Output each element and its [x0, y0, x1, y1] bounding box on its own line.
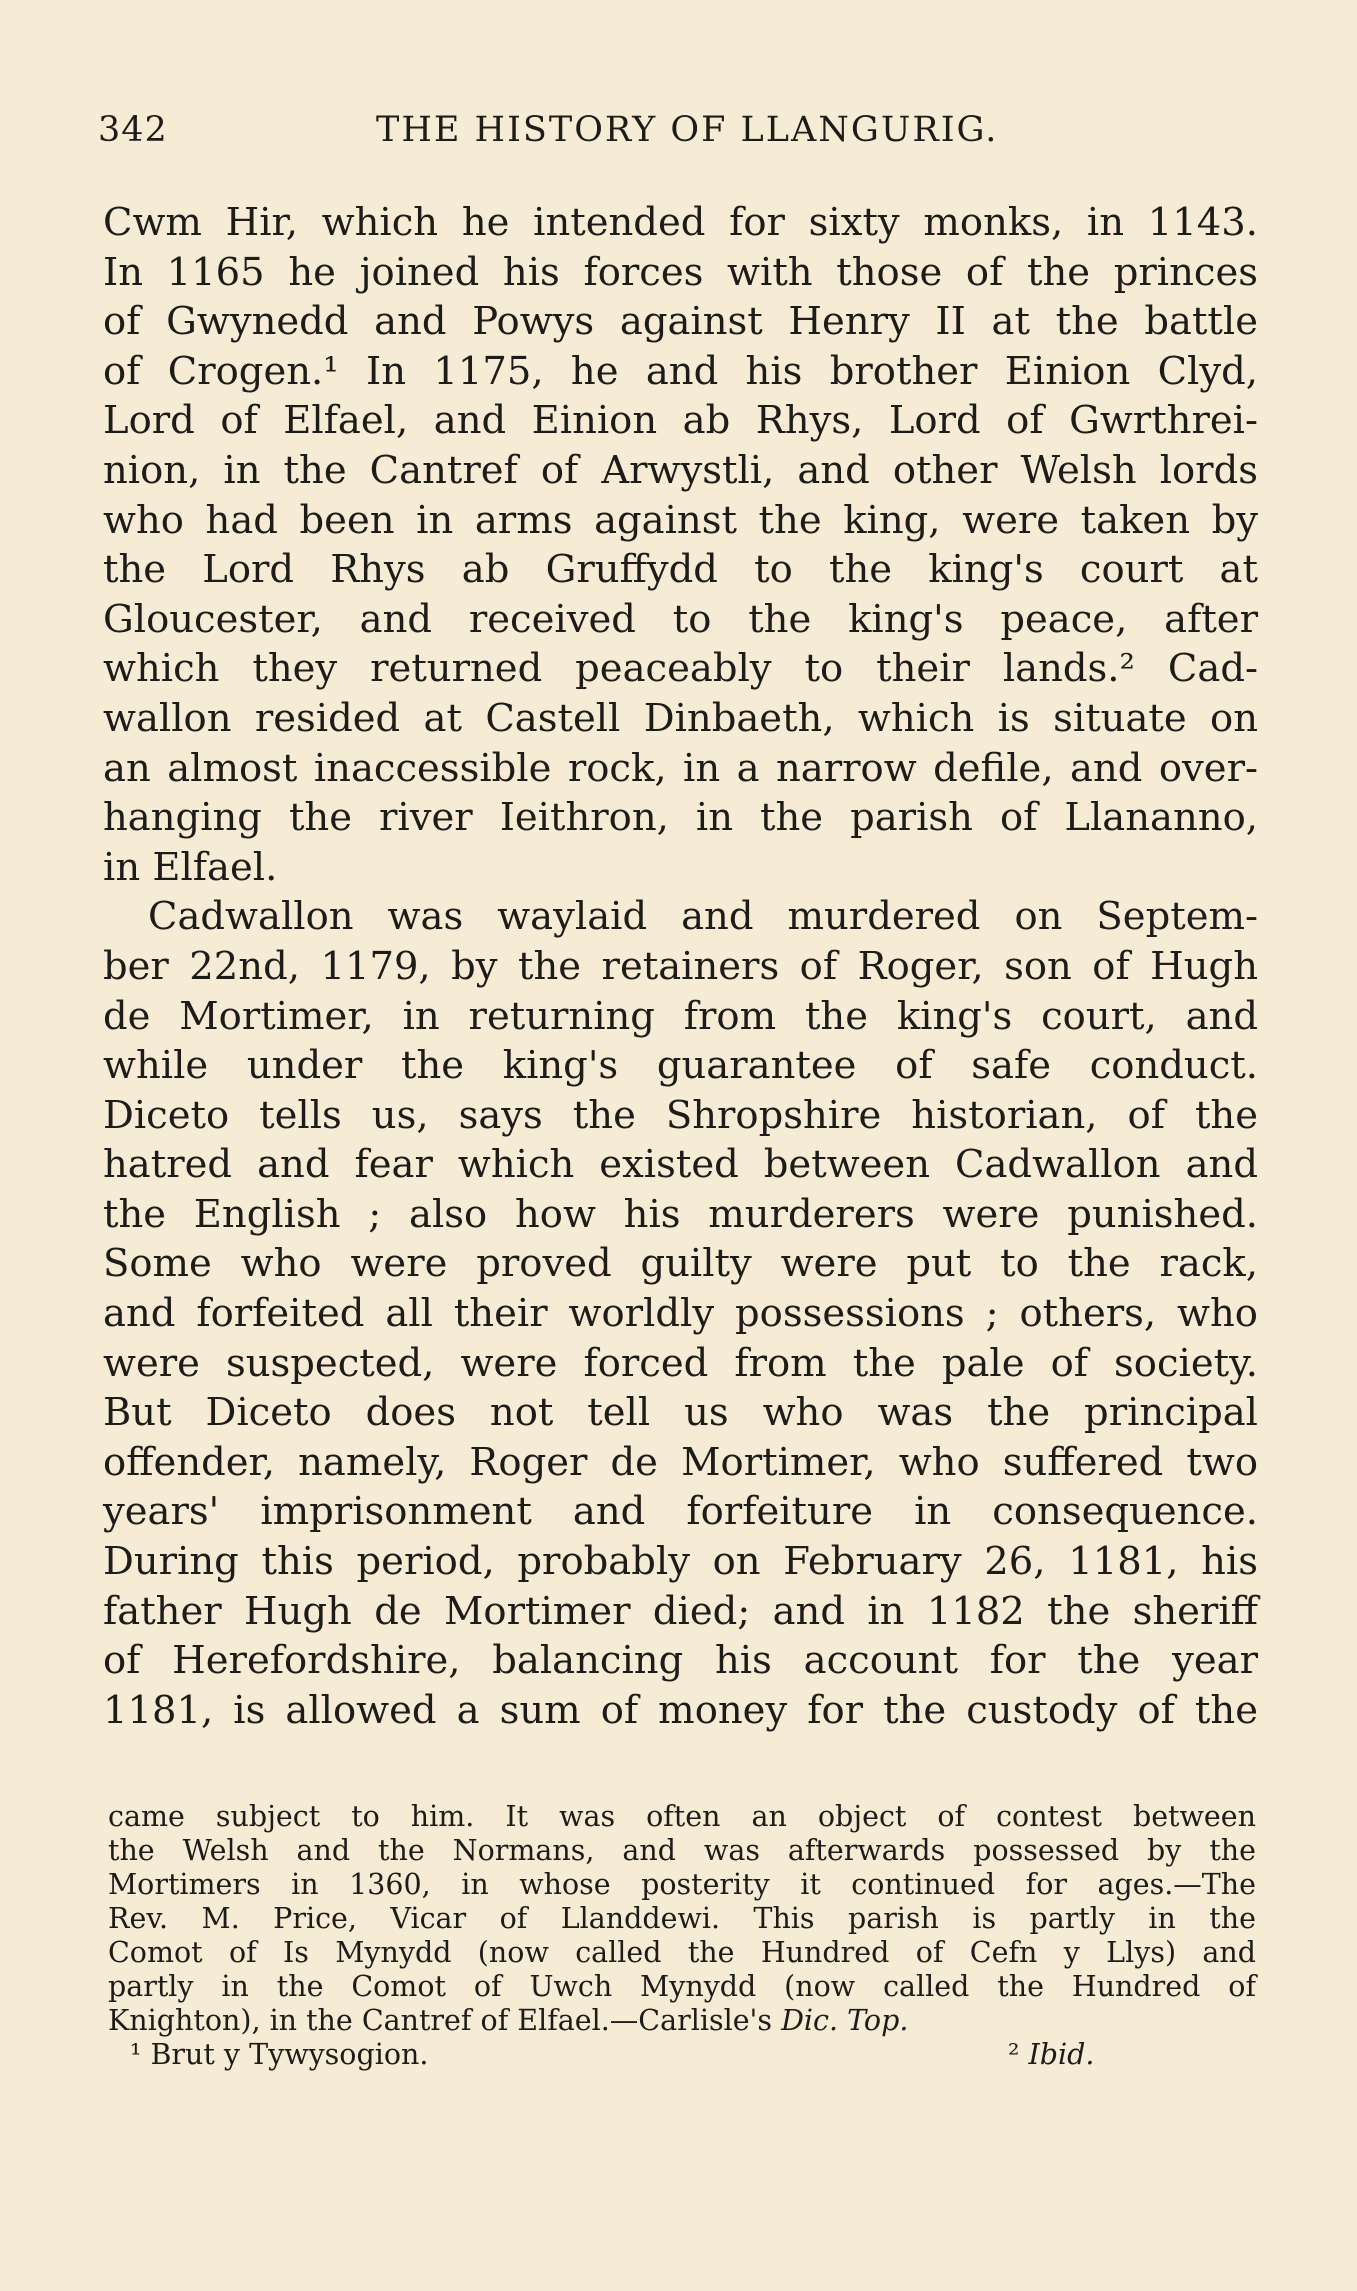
text-line: father Hugh de Mortimer died; and in 1182 the sheriff: [103, 1588, 1258, 1634]
text-line: and forfeited all their worldly possessions ; others, who: [103, 1291, 1258, 1337]
note-line: partly in the Comot of Uwch Mynydd (now called the Hundred of: [108, 1970, 1256, 2003]
text-line: of Crogen.¹ In 1175, he and his brother Einion Clyd,: [103, 348, 1258, 394]
page-number: 342: [98, 110, 168, 150]
text-line: an almost inaccessible rock, in a narrow defile, and over-: [103, 745, 1258, 791]
text-line: nion, in the Cantref of Arwystli, and other Welsh lords: [103, 447, 1258, 493]
text-line: Diceto tells us, says the Shropshire historian, of the: [103, 1092, 1258, 1138]
text-line: while under the king's guarantee of safe conduct.: [103, 1043, 1258, 1089]
text-line: ber 22nd, 1179, by the retainers of Roger, son of Hugh: [103, 943, 1258, 989]
running-head: [98, 110, 1258, 160]
note-line: Rev. M. Price, Vicar of Llanddewi. This parish is partly in the: [108, 1902, 1256, 1935]
text-line: the English ; also how his murderers were punished.: [103, 1191, 1258, 1237]
footnotes: [108, 1800, 1256, 2072]
text-line: wallon resided at Castell Dinbaeth, which is situate on: [103, 695, 1258, 741]
text-line: Lord of Elfael, and Einion ab Rhys, Lord of Gwrthrei-: [103, 398, 1258, 444]
text-line: Cwm Hir, which he intended for sixty monks, in 1143.: [103, 200, 1258, 245]
main-text: [103, 198, 1258, 1735]
text-line: of Herefordshire, balancing his account for the year: [103, 1638, 1258, 1684]
text-line: hanging the river Ieithron, in the parish of Llananno,: [103, 795, 1258, 841]
text-line: Gloucester, and received to the king's peace, after: [103, 596, 1258, 642]
note-line: came subject to him. It was often an object of contest between: [108, 1800, 1256, 1833]
text-line: years' imprisonment and forfeiture in consequence.: [103, 1489, 1258, 1535]
footnote-row: [108, 2038, 1256, 2072]
note-line: Mortimers in 1360, in whose posterity it continued for ages.—The: [108, 1868, 1256, 1901]
note-line: the Welsh and the Normans, and was afterwards possessed by the: [108, 1834, 1256, 1867]
text-line: offender, namely, Roger de Mortimer, who suffered two: [103, 1439, 1258, 1485]
text-line: But Diceto does not tell us who was the principal: [103, 1390, 1258, 1436]
text-line: 1181, is allowed a sum of money for the custody of the: [103, 1687, 1258, 1733]
footnote-2: ² Ibid.: [1008, 2038, 1095, 2071]
text-line: hatred and fear which existed between Cadwallon and: [103, 1142, 1258, 1188]
text-line: the Lord Rhys ab Gruffydd to the king's court at: [103, 547, 1258, 593]
note-line: Knighton), in the Cantref of Elfael.—Carlisle's Dic. Top.: [108, 2004, 909, 2037]
text-line: de Mortimer, in returning from the king's court, and: [103, 993, 1258, 1039]
text-line: who had been in arms against the king, were taken by: [103, 497, 1258, 543]
running-title: THE HISTORY OF LLANGURIG.: [376, 110, 999, 150]
text-line: of Gwynedd and Powys against Henry II at the battle: [103, 299, 1258, 345]
text-line: Some who were proved guilty were put to the rack,: [103, 1241, 1258, 1287]
text-line: Cadwallon was waylaid and murdered on Septem-: [148, 894, 1258, 940]
text-line: During this period, probably on February 26, 1181, his: [103, 1539, 1258, 1585]
text-line: in Elfael.: [103, 844, 278, 890]
text-line: which they returned peaceably to their lands.² Cad-: [103, 646, 1258, 692]
text-line: were suspected, were forced from the pale of society.: [103, 1340, 1258, 1386]
footnote-1: ¹ Brut y Tywysogion.: [130, 2038, 429, 2071]
text-line: In 1165 he joined his forces with those of the princes: [103, 249, 1258, 295]
note-line: Comot of Is Mynydd (now called the Hundred of Cefn y Llys) and: [108, 1936, 1256, 1969]
